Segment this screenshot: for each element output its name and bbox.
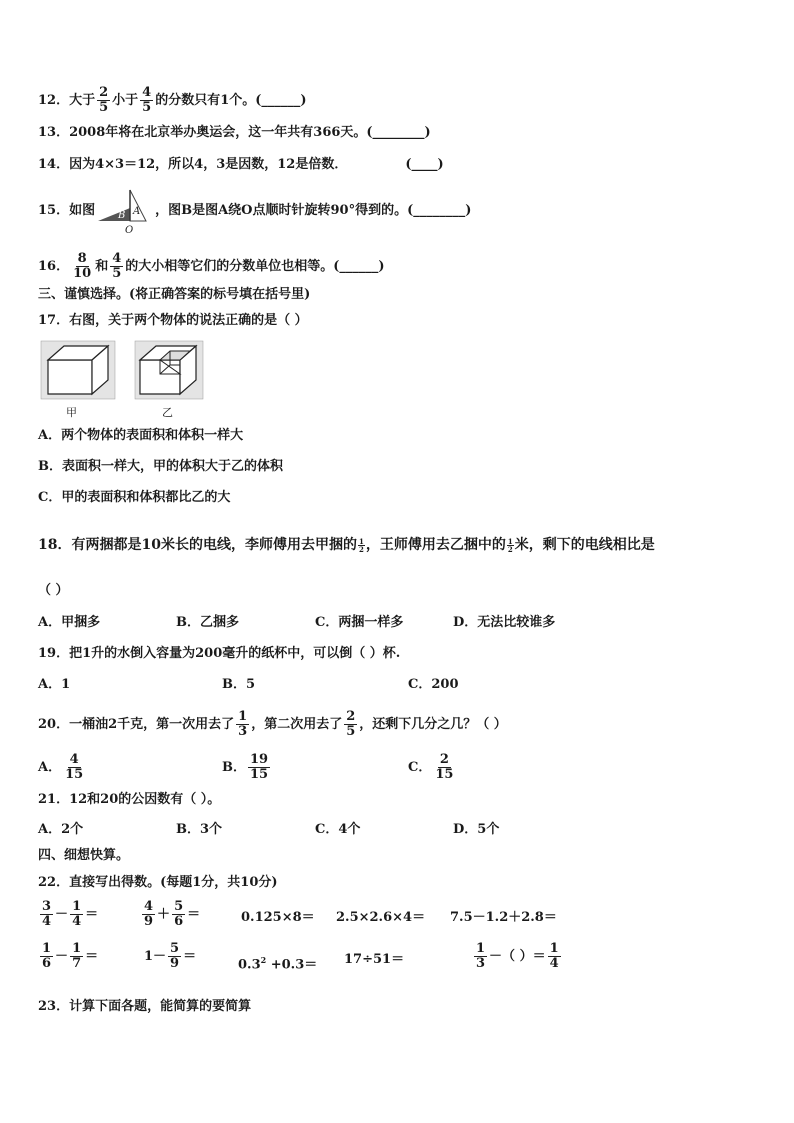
- q18-option-a: A．甲捆多: [38, 615, 101, 630]
- fraction: $\frac{2}{15}$: [435, 752, 454, 782]
- fraction-small: $\frac{1}{2}$: [358, 536, 364, 554]
- label-o: O: [125, 225, 134, 234]
- question-18: 18．有两捆都是10米长的电线，李师傅用去甲捆的 $\frac{1}{2}$ ，王师傅用去乙捆中的 $\frac{1}{2}$ 米，剩下的电线相比是: [38, 536, 655, 554]
- rotation-figure: [94, 186, 156, 234]
- cube-yi-figure: [134, 340, 204, 400]
- question-22: 22．直接写出得数。(每题1分，共10分): [38, 875, 278, 890]
- q17-option-c: C．甲的表面积和体积都比乙的大: [38, 490, 231, 505]
- fraction: $\frac{2}{5}$: [99, 85, 109, 115]
- question-16: 16． $\frac{8}{10}$ 和 $\frac{4}{5}$ 的大小相等它们的分数单位也相等。(______): [38, 251, 385, 281]
- section-3-heading: 三、谨慎选择。(将正确答案的标号填在括号里): [38, 287, 311, 302]
- q19-option-b: B．5: [222, 677, 256, 692]
- fraction: $\frac{8}{10}$: [73, 251, 92, 281]
- question-17: 17．右图，关于两个物体的说法正确的是（ ）: [38, 313, 308, 328]
- calc-r1-d: 2.5×2.6×4＝: [336, 910, 426, 925]
- q20-option-b: B． $\frac{19}{15}$: [222, 752, 269, 782]
- calc-r2-a: $\frac{1}{6}$ － $\frac{1}{7}$ ＝: [42, 941, 99, 971]
- fraction: $\frac{4}{15}$: [65, 752, 84, 782]
- cube-jia-figure: [40, 340, 116, 400]
- calc-r2-e: $\frac{1}{3}$ －（ ）＝ $\frac{1}{4}$: [476, 941, 559, 971]
- q21-option-c: C．4个: [315, 822, 361, 837]
- calc-r2-c: $0.3^2 +0.3=$: [238, 955, 318, 973]
- fraction: $\frac{1}{3}$: [238, 709, 248, 739]
- question-19: 19．把1升的水倒入容量为200毫升的纸杯中，可以倒（ ）杯.: [38, 646, 401, 661]
- question-12: 12．大于 $\frac{2}{5}$ 小于 $\frac{4}{5}$ 的分数只有1个。(______): [38, 85, 307, 115]
- calc-r1-b: $\frac{4}{9}$ ＋ $\frac{5}{6}$ ＝: [144, 899, 201, 929]
- section-4-heading: 四、细想快算。: [38, 848, 130, 863]
- q20-option-c: C． $\frac{2}{15}$: [408, 752, 454, 782]
- label-b: B: [118, 210, 126, 221]
- question-14: 14．因为4×3＝12，所以4，3是因数，12是倍数． (____): [38, 157, 444, 172]
- calc-r1-a: $\frac{3}{4}$ － $\frac{1}{4}$ ＝: [42, 899, 99, 929]
- fraction: $\frac{4}{5}$: [142, 85, 152, 115]
- label-yi: 乙: [162, 406, 173, 419]
- question-20: 20．一桶油2千克，第一次用去了 $\frac{1}{3}$ ，第二次用去了 $\frac{2}{5}$ ，还剩下几分之几？（ ）: [38, 709, 507, 739]
- question-23: 23．计算下面各题，能简算的要简算: [38, 999, 252, 1014]
- fraction: $\frac{4}{5}$: [112, 251, 122, 281]
- q18-option-d: D．无法比较谁多: [453, 615, 556, 630]
- q18-option-c: C．两捆一样多: [315, 615, 404, 630]
- label-a: A: [133, 206, 141, 217]
- q18-answer-paren: （ ）: [38, 583, 69, 598]
- calc-r1-e: 7.5－1.2＋2.8＝: [450, 910, 557, 925]
- question-15: 15．如图 ，图B是图A绕O点顺时针旋转90°得到的。(________): [38, 203, 472, 218]
- q21-option-b: B．3个: [176, 822, 223, 837]
- calc-r1-c: 0.125×8＝: [241, 910, 315, 925]
- fraction: $\frac{19}{15}$: [250, 752, 269, 782]
- answer-blank: (____): [405, 157, 444, 172]
- q17-option-b: B．表面积一样大，甲的体积大于乙的体积: [38, 459, 283, 474]
- q21-option-a: A．2个: [38, 822, 84, 837]
- fraction: $\frac{2}{5}$: [346, 709, 356, 739]
- label-jia: 甲: [66, 406, 77, 419]
- question-21: 21．12和20的公因数有（ ）。: [38, 792, 221, 807]
- q19-option-a: A．1: [38, 677, 71, 692]
- question-13: 13．2008年将在北京举办奥运会，这一年共有366天。(________): [38, 125, 431, 140]
- q21-option-d: D．5个: [453, 822, 500, 837]
- q19-option-c: C．200: [408, 677, 459, 692]
- calc-r2-d: 17÷51＝: [344, 952, 405, 967]
- q17-option-a: A．两个物体的表面积和体积一样大: [38, 428, 244, 443]
- q20-option-a: A． $\frac{4}{15}$: [38, 752, 84, 782]
- calc-r2-b: 1－ $\frac{5}{9}$ ＝: [144, 941, 197, 971]
- fraction-small: $\frac{1}{2}$: [507, 536, 513, 554]
- q18-option-b: B．乙捆多: [176, 615, 239, 630]
